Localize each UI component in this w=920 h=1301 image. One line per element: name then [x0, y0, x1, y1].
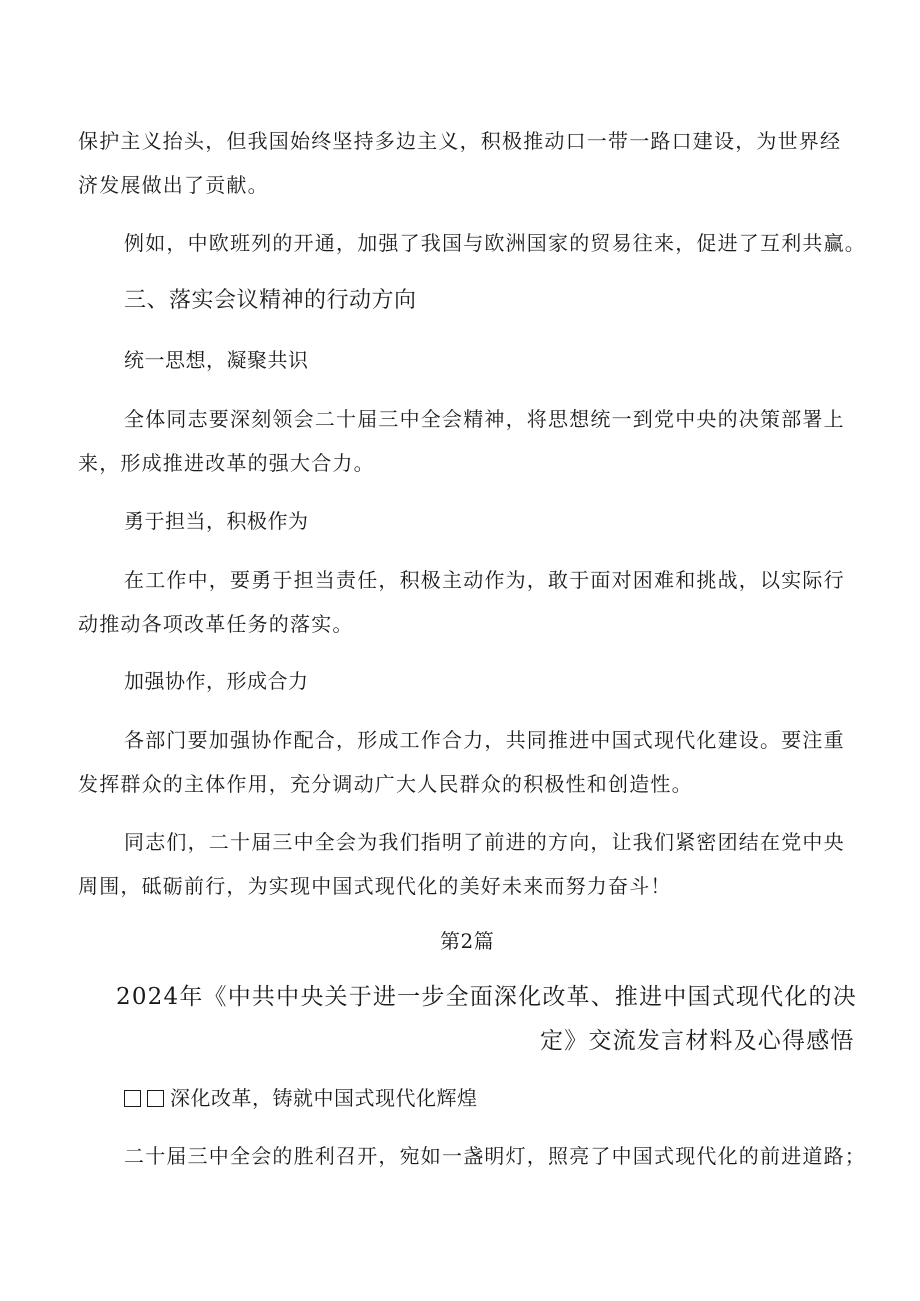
article-subheading-text: 深化改革，铸就中国式现代化辉煌: [170, 1086, 478, 1110]
sub-heading: 勇于担当，积极作为: [124, 509, 309, 533]
article-label: 第2篇: [440, 929, 495, 953]
paragraph-line: 动推动各项改革任务的落实。: [78, 612, 354, 636]
paragraph-line: 例如，中欧班列的开通，加强了我国与欧洲国家的贸易往来，促进了互利共赢。: [124, 231, 866, 255]
paragraph-line: 周围，砥砺前行，为实现中国式现代化的美好未来而努力奋斗！: [78, 874, 672, 898]
paragraph-line: 全体同志要深刻领会二十届三中全会精神，将思想统一到党中央的决策部署上: [124, 407, 845, 431]
box-icon: [147, 1090, 164, 1107]
paragraph-line: 发挥群众的主体作用，充分调动广大人民群众的积极性和创造性。: [78, 772, 693, 796]
article-title-line1: 2024年《中共中央关于进一步全面深化改革、推进中国式现代化的决: [116, 984, 857, 1010]
paragraph-line: 保护主义抬头，但我国始终坚持多边主义，积极推动口一带一路口建设，为世界经: [78, 129, 842, 153]
paragraph-line: 同志们，二十届三中全会为我们指明了前进的方向，让我们紧密团结在党中央: [124, 830, 845, 854]
article-title-line2: 定》交流发言材料及心得感悟: [540, 1028, 855, 1054]
sub-heading: 加强协作，形成合力: [124, 669, 309, 693]
paragraph-line: 在工作中，要勇于担当责任，积极主动作为，敢于面对困难和挑战，以实际行: [124, 568, 845, 592]
paragraph-line: 来，形成推进改革的强大合力。: [78, 451, 375, 475]
paragraph-line: 济发展做出了贡献。: [78, 173, 269, 197]
box-icon: [124, 1090, 141, 1107]
article-subheading: [124, 1085, 478, 1111]
sub-heading: 统一思想，凝聚共识: [124, 348, 309, 372]
section-heading: 三、落实会议精神的行动方向: [124, 288, 417, 313]
paragraph-line: 各部门要加强协作配合，形成工作合力，共同推进中国式现代化建设。要注重: [124, 728, 845, 752]
paragraph-line: 二十届三中全会的胜利召开，宛如一盏明灯，照亮了中国式现代化的前进道路；: [124, 1144, 866, 1168]
